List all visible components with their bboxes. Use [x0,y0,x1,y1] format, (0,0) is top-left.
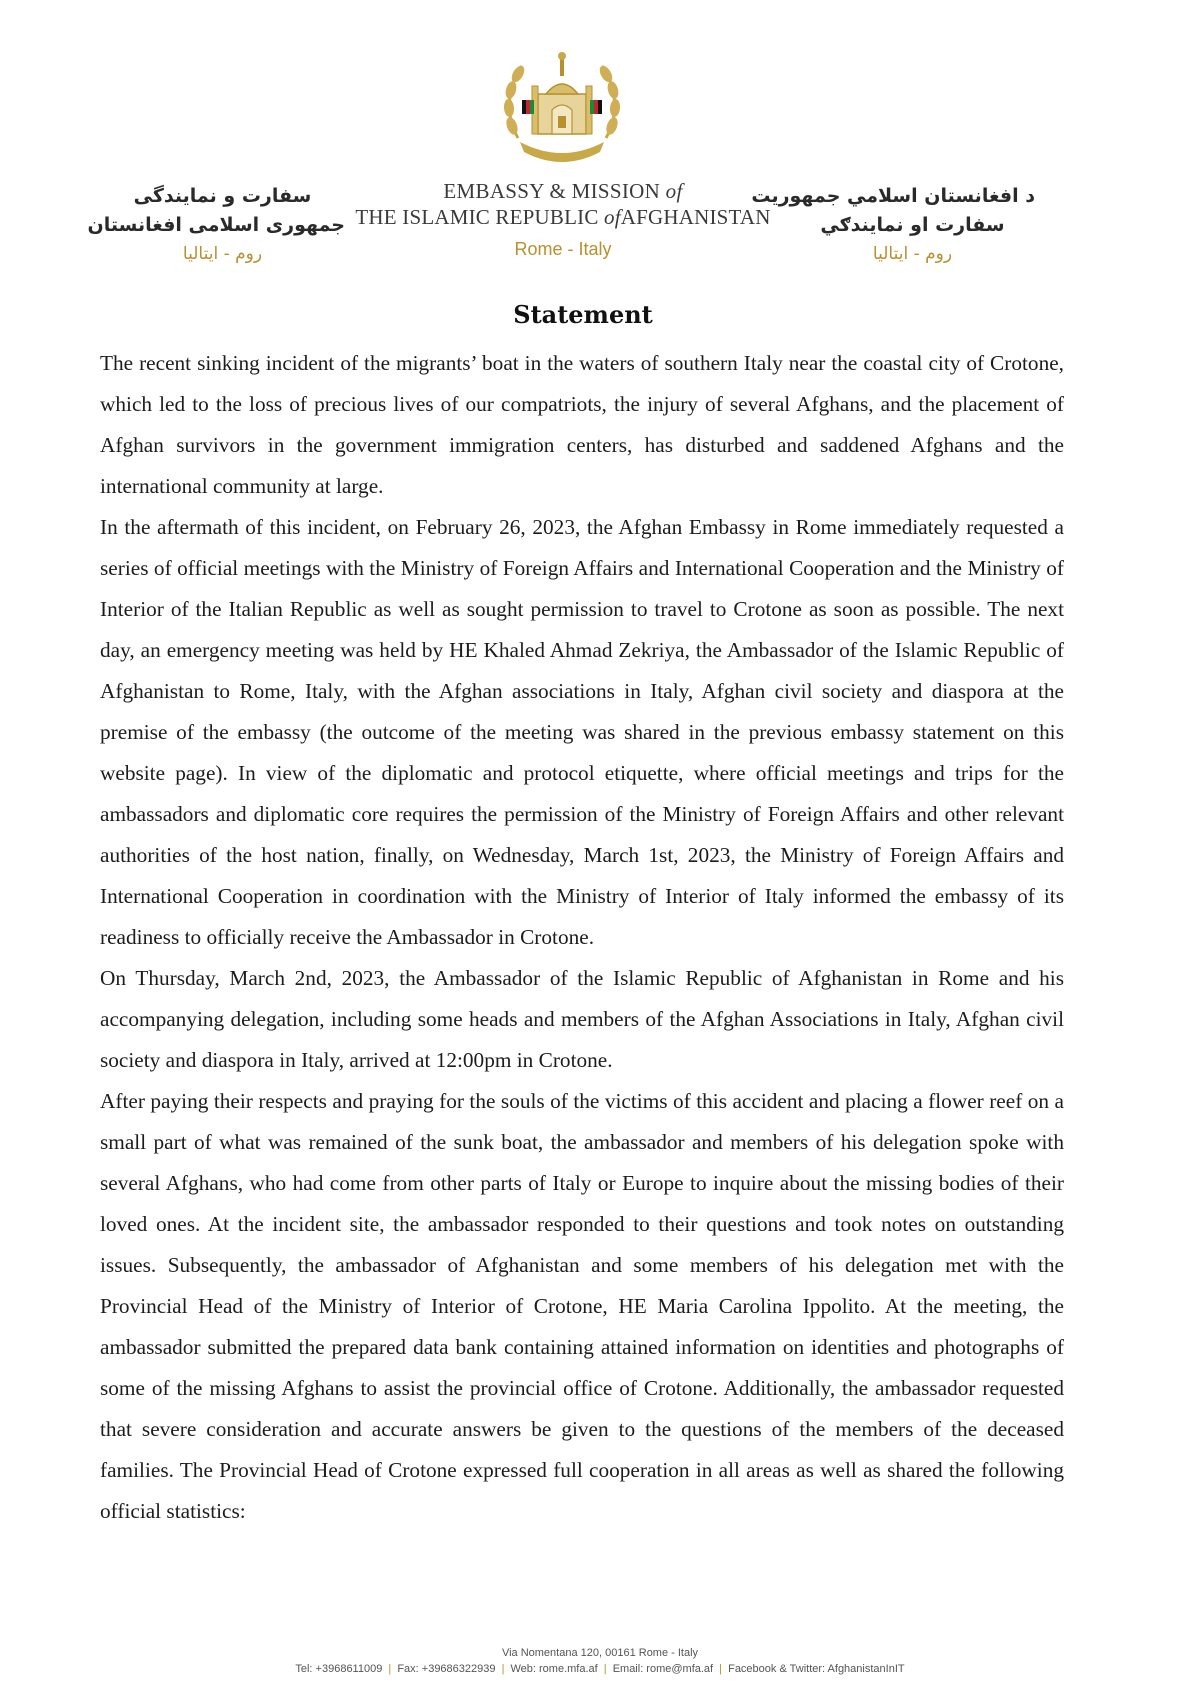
paragraph-2: In the aftermath of this incident, on February 26, 2023, the Afghan Embassy in Rome immediately requested a series of official meetings with the Ministry of Foreign Affairs and International Cooperation and the Ministry of Interior of the Italian Republic as well as sought permission to travel to Crotone as soon as possible. The next day, an emergency meeting was held by HE Khaled Ahmad Zekriya, the Ambassador of the Islamic Republic of Afghanistan to Rome, Italy, with the Afghan associations in Italy, Afghan civil society and diaspora at the premise of the embassy (the outcome of the meeting was shared in the previous embassy statement on this website page). In view of the diplomatic and protocol etiquette, where official meetings and trips for the ambassadors and diplomatic core requires the permission of the Ministry of Foreign Affairs and other relevant authorities of the host nation, finally, on Wednesday, March 1st, 2023, the Ministry of Foreign Affairs and International Cooperation in coordination with the Ministry of Interior of Italy informed the embassy of its readiness to officially receive the Ambassador in Crotone. [100,515,1064,949]
footer-email: Email: rome@mfa.af [612,1663,714,1675]
footer-separator: | [603,1663,607,1675]
republic-name-b: AFGHANISTAN [620,205,771,229]
footer-separator: | [388,1663,392,1675]
afghanistan-emblem-icon [498,38,626,174]
letterhead-english [345,178,781,260]
embassy-name-prefix: EMBASSY & MISSION [443,179,666,203]
footer-web: Web: rome.mfa.af [510,1663,598,1675]
footer-separator: | [719,1663,723,1675]
embassy-city: Rome - Italy [514,239,612,259]
page-footer [0,1645,1200,1677]
embassy-name-line-1 [345,178,781,204]
footer-fax: Fax: +39686322939 [397,1663,496,1675]
embassy-name-line-2 [345,204,781,230]
pashto-line-2: سفارت او نمایندګي [820,214,1005,236]
pashto-line-1: د افغانستان اسلامي جمهوریت [751,185,1035,207]
paragraph-4: After paying their respects and praying for the souls of the victims of this accident and placing a flower reef on a small part of what was remained of the sunk boat, the ambassador and members of his delegation spoke with several Afghans, who had come from other parts of Italy or Europe to inquire about the missing bodies of their loved ones. At the incident site, the ambassador responded to their questions and took notes on outstanding issues. Subsequently, the ambassador of Afghanistan and some members of his delegation met with the Provincial Head of the Ministry of Interior of Crotone, HE Maria Carolina Ippolito. At the meeting, the ambassador submitted the prepared data bank containing attained information on identities and photographs of some of the missing Afghans to assist the provincial office of Crotone. Additionally, the ambassador requested that severe consideration and accurate answers be given to the questions of the members of the deceased families. The Provincial Head of Crotone expressed full cooperation in all areas as well as shared the following official statistics: [100,1089,1064,1523]
pashto-city: روم - ایتالیا [872,244,953,264]
footer-tel: Tel: +3968611009 [295,1663,383,1675]
letterhead-pashto [751,182,1035,264]
dari-city: روم - ایتالیا [182,244,263,264]
footer-contacts [0,1661,1200,1677]
statement-body [100,343,1064,1532]
paragraph-1: The recent sinking incident of the migrants’ boat in the waters of southern Italy near the coastal city of Crotone, which led to the loss of precious lives of our compatriots, the injury of several Afghans, and the placement of Afghan survivors in the government immigration centers, has disturbed and saddened Afghans and the international community at large. [100,351,1064,498]
document-title: Statement [513,300,653,329]
paragraph-3: On Thursday, March 2nd, 2023, the Ambassador of the Islamic Republic of Afghanistan in Rome and his accompanying delegation, including some heads and members of the Afghan Associations in Italy, Afghan civil society and diaspora in Italy, arrived at 12:00pm in Crotone. [100,966,1064,1072]
footer-address: Via Nomentana 120, 00161 Rome - Italy [501,1647,699,1659]
letterhead-dari [87,182,345,264]
dari-line-1: سفارت و نمایندگی [133,185,312,207]
republic-name-a: THE ISLAMIC REPUBLIC [355,205,604,229]
footer-separator: | [501,1663,505,1675]
footer-social: Facebook & Twitter: AfghanistanInIT [728,1663,905,1675]
republic-name-of: of [604,205,621,229]
embassy-name-of: of [665,179,683,203]
dari-line-2: جمهوری اسلامی افغانستان [87,214,345,236]
